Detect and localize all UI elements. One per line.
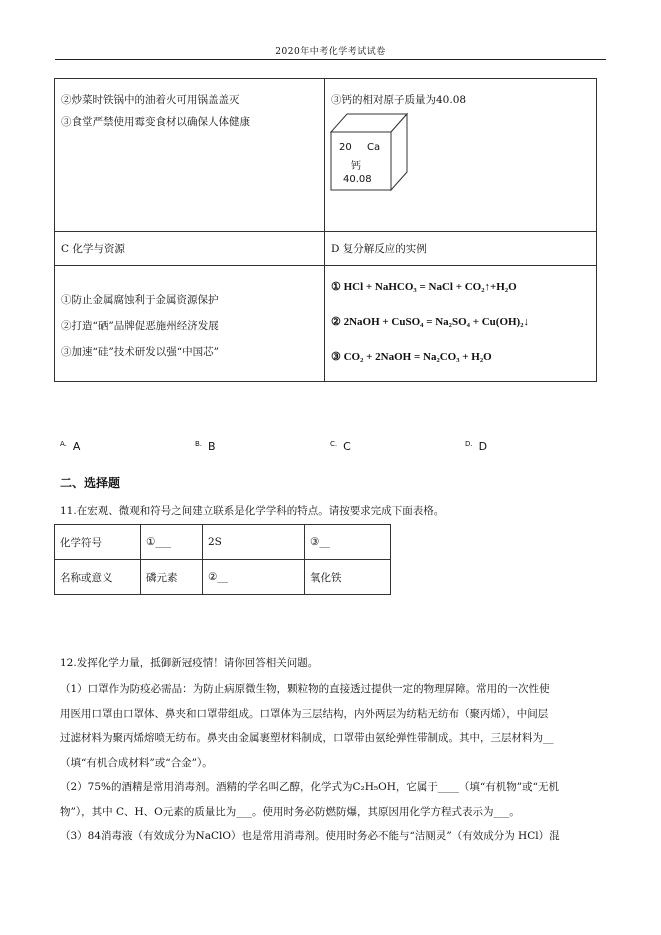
q12-line-2: 用医用口罩由口罩体、鼻夹和口罩带组成。口罩体为三层结构，内外两层为纺粘无纺布（聚丙烯），中间层 [60, 707, 549, 720]
q12-line-3: 过滤材料为聚丙烯熔喷无纺布。鼻夹由金属裹塑材料制成，口罩带由氨纶弹性带制成。其中，三层材料为__ [60, 732, 554, 744]
section-title: 二、选择题 [60, 476, 121, 490]
q12-line-1: （1）口罩作为防疫必需品：为防止病原微生物，颗粒物的直接透过提供一定的物理屏障。常用的一次性使 [60, 683, 550, 695]
q12-body [60, 677, 605, 849]
q12-line-5: （2）75%的酒精是常用消毒剂。酒精的学名叫乙醇，化学式为C₂H₅OH，它属于____（填“有机物”或“无机 [60, 781, 559, 793]
q10-cell-b-right [325, 79, 597, 232]
q10-cell-d-header: D 复分解反应的实例 [325, 232, 597, 266]
q10-c-item-2: ②打造“硒”品牌促恶施州经济发展 [61, 320, 219, 332]
element-symbol: Ca [367, 142, 381, 153]
q10-cell-b [55, 79, 325, 232]
q10-cell-d [325, 266, 597, 382]
q12-prompt: 12.发挥化学力量，抵御新冠疫情！请你回答相关问题。 [60, 657, 319, 669]
option-b[interactable]: $^{B.}$ B [195, 440, 216, 453]
q11-r2-c2: 磷元素 [141, 560, 203, 595]
option-d[interactable]: $^{D.}$ D [465, 440, 488, 453]
element-card-calcium [329, 112, 409, 197]
q10-cell-c [55, 266, 325, 382]
q11-r2-c1: 名称或意义 [55, 560, 141, 595]
q12-line-6: 物”），其中 C、H、O元素的质量比为___。使用时务必防燃防爆，其原因用化学方程式表示为___。 [60, 805, 520, 818]
q12-line-7: （3）84消毒液（有效成分为NaClO）也是常用消毒剂。使用时务必不能与“洁厕灵”（有效成分为 HCl）混 [60, 830, 560, 842]
q10-table [54, 78, 597, 382]
element-number: 20 [339, 142, 352, 153]
q11-r1-c2: ①___ [141, 525, 203, 560]
q12-line-4: （填“有机合成材料”或“合金”）。 [60, 756, 213, 769]
q11-r2-c3: ②__ [203, 560, 305, 595]
equation-3: ③ CO₂ + 2NaOH = Na₂CO₃ + H₂O [331, 351, 492, 363]
q10-b-item-2: ②炒菜时铁锅中的油着火可用锅盖盖灭 [61, 94, 240, 106]
q10-c-item-3: ③加速“硅”技术研发以强“中国芯” [61, 346, 219, 358]
q11-r2-c4: 氧化铁 [305, 560, 391, 595]
q11-table [54, 524, 391, 595]
element-mass: 40.08 [343, 174, 372, 185]
q11-r1-c1: 化学符号 [55, 525, 141, 560]
q11-r1-c3: 2S [203, 525, 305, 560]
header-divider [55, 59, 606, 60]
q11-r1-c4: ③__ [305, 525, 391, 560]
q10-b-item-3: ③食堂严禁使用霉变食材以确保人体健康 [61, 116, 250, 128]
equation-1: ① HCl + NaHCO₃ = NaCl + CO₂↑+H₂O [331, 281, 517, 293]
q10-c-item-1: ①防止金属腐蚀利于金属资源保护 [61, 294, 219, 306]
option-c[interactable]: $^{C.}$ C [330, 440, 351, 453]
element-name: 钙 [351, 161, 361, 172]
q10-cell-c-header: C 化学与资源 [55, 232, 325, 266]
equation-2: ② 2NaOH + CuSO₄ = Na₂SO₄ + Cu(OH)₂↓ [331, 316, 530, 328]
page-header-title: 2020年中考化学考试试卷 [275, 47, 386, 57]
calcium-mass-statement: ③钙的相对原子质量为40.08 [331, 94, 467, 106]
option-a[interactable]: $^{A.}$ A [60, 440, 81, 453]
q11-prompt: 11.在宏观、微观和符号之间建立联系是化学学科的特点。请按要求完成下面表格。 [60, 505, 445, 517]
